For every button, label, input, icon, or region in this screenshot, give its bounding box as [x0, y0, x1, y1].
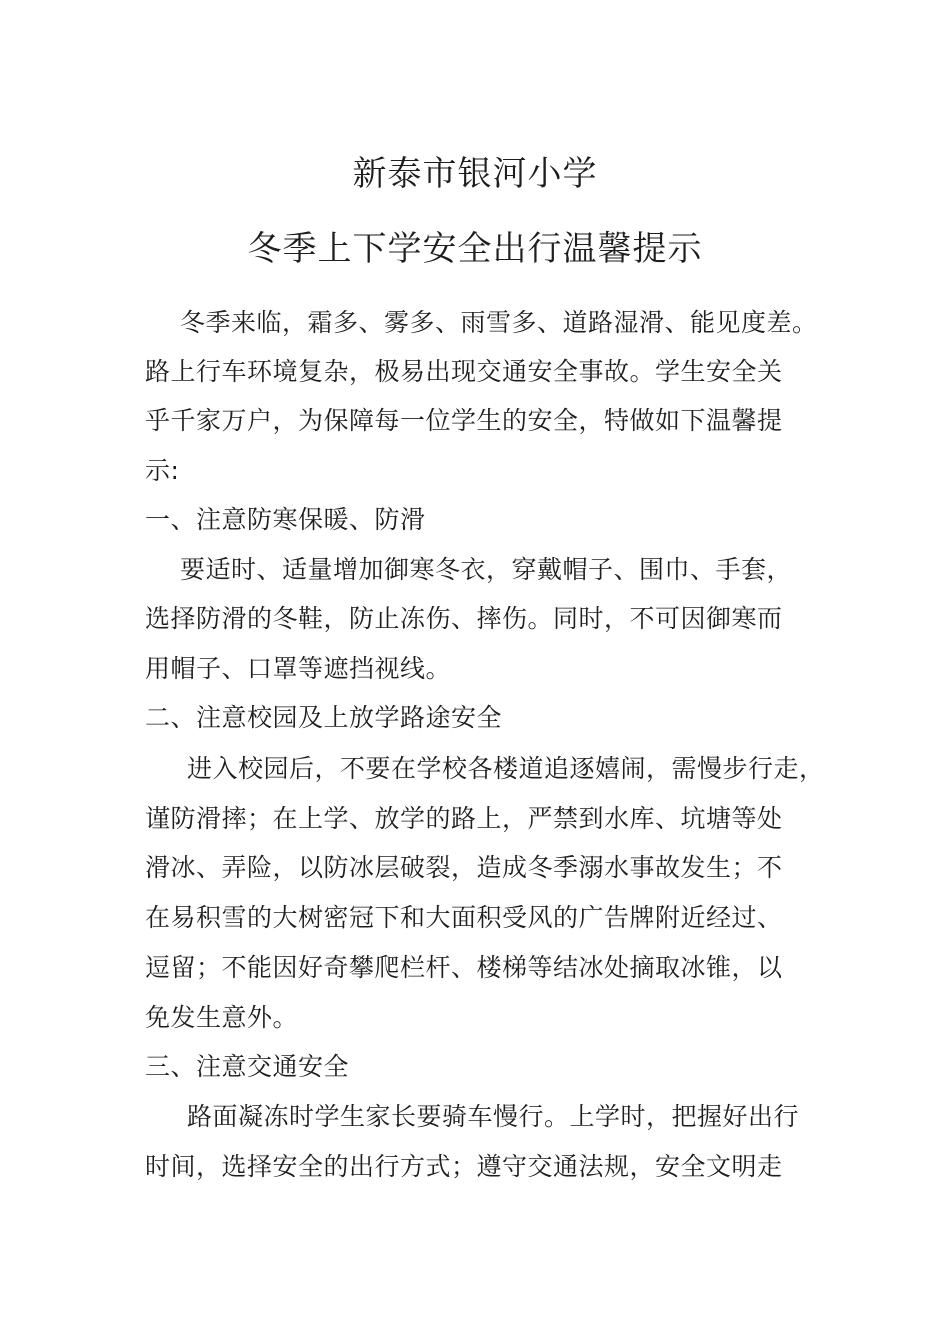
section-heading: 二、注意校园及上放学路途安全 — [145, 703, 503, 732]
section-line: 逗留；不能因好奇攀爬栏杆、楼梯等结冰处摘取冰锥，以 — [145, 953, 783, 982]
section-line: 在易积雪的大树密冠下和大面积受风的广告牌附近经过、 — [145, 903, 783, 932]
notice-title: 冬季上下学安全出行温馨提示 — [247, 229, 703, 269]
section-heading: 三、注意交通安全 — [145, 1052, 350, 1081]
intro-line: 示: — [145, 456, 180, 485]
section-heading: 一、注意防寒保暖、防滑 — [145, 505, 426, 534]
intro-line: 路上行车环境复杂，极易出现交通安全事故。学生安全关 — [145, 357, 783, 386]
intro-line: 冬季来临，霜多、雾多、雨雪多、道路湿滑、能见度差。 — [180, 308, 818, 337]
section-line: 免发生意外。 — [145, 1003, 299, 1032]
section-line: 选择防滑的冬鞋，防止冻伤、摔伤。同时，不可因御寒而 — [145, 604, 783, 633]
school-name-title: 新泰市银河小学 — [352, 154, 598, 194]
section-line: 时间，选择安全的出行方式；遵守交通法规，安全文明走 — [145, 1152, 783, 1181]
section-line: 谨防滑摔；在上学、放学的路上，严禁到水库、坑塘等处 — [145, 804, 783, 833]
section-line: 用帽子、口罩等遮挡视线。 — [145, 654, 452, 683]
intro-line: 乎千家万户，为保障每一位学生的安全，特做如下温馨提 — [145, 406, 783, 435]
section-line: 进入校园后，不要在学校各楼道追逐嬉闹，需慢步行走， — [187, 754, 825, 783]
section-line: 要适时、适量增加御寒冬衣，穿戴帽子、围巾、手套， — [180, 555, 793, 584]
section-line: 路面凝冻时学生家长要骑车慢行。上学时，把握好出行 — [187, 1102, 800, 1131]
section-line: 滑冰、弄险，以防冰层破裂，造成冬季溺水事故发生；不 — [145, 853, 783, 882]
